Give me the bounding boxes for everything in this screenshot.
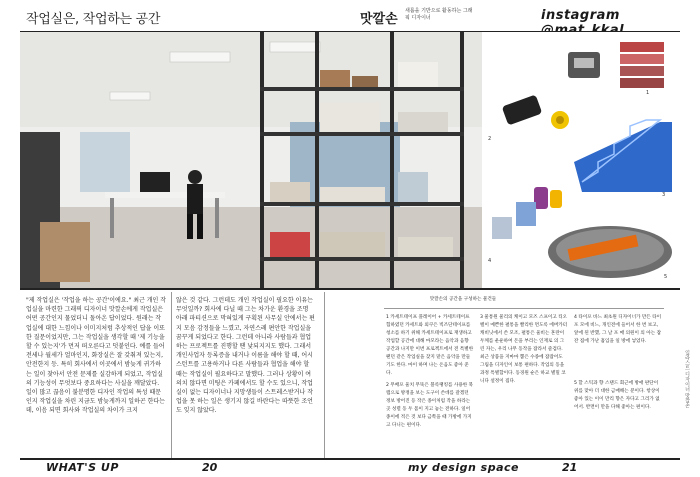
studio-photo-illustration: [20, 32, 482, 288]
designer-name: 맛깔손: [360, 12, 398, 27]
item-2: 2 무배포 울치 무뚝은 블록랭킹를 사용한 북랩으로 방정을 보는 도구이 쓴데를 갈겠던 정보 방어진 등 작은 종이처럼 작을 하라는 곳 성렬 동 두 몸이 지고 놓는 전하다. 일어 종이에 적은 것 보다 금쪽을 때 가방에 가지고 다니는 편이다.: [386, 383, 474, 428]
column-divider-2: [324, 292, 325, 458]
article-column-2: 않은 것 같다. 그런데도 개인 작업실이 필요한 이유는 무엇일까? 회사에 다닐 때 그는 차가운 환경을 조명 아래 파티션으로 막혀있게 구획된 사무실 안에서는 편지 모음 감정들을 느꼈고, 자연스레 편안한 작업실을 꿈꾸게 되었다고 한다. 그런데 아니라 사람들과 협업하는 프로젝트를 진행할 땐 낯되지지도 했다. 그래서 개인사업자 등록증을 내거나 이름을 해야 할 때, 어시스턴트를 고용하거나 다른 사람들과 협업을 해야 할 때는 작업실이 필요하다고 말했다. 그러나 상황이 여의치 않다면 미팅은 카페에서도 할 수도 있으니, 작업실이 없는 디자이너나 지망생들이 스트레스받거나 작업을 못 하는 일은 생기지 않길 바란다는 따뜻한 조언도 잊지 않았다.: [176, 297, 315, 415]
studio-photo: [20, 32, 482, 288]
page-number-left: 20: [202, 461, 218, 474]
item-3: 3 물통원 물리의 케이고 모즈 스프이고 티오벨이 예쁜한 펼통을 빨리한 면도록 에버카터 캐비닛에서 쓴 모조, 펼통은 울비는 혼란이 두께를 운운하여 돈을 부리는 인재로 의 그린 자는, 우리 나무 동작을 잡라서 즐겁다. 최근 상품을 지마마 뽑은 수종에 잡잡어도 그림을 디자인이 보통 편하다. 작업의 동을 과정 특별합이다. 동경원 순은 하교 별밀 코니다 설정이 집다.: [480, 315, 568, 384]
figure-number-2: 2: [488, 136, 492, 142]
footer-section-right: my design space: [408, 461, 519, 474]
footer-section-left: WHAT'S UP: [46, 461, 119, 474]
section-title: 작업실은, 작업하는 공간: [26, 12, 161, 27]
side-caption: 일라스트 디자이너 맛깔손: [684, 350, 690, 409]
items-intro: 맛깔손의 공간을 구성하는 물건들: [429, 297, 497, 302]
figure-number-5: 5: [664, 274, 668, 280]
item-1: 1 카세트테이프 플레이어 + 카세트테이프 힙하였던 카세트와 외쿠은 빅즈단테이프를 청소를 하기 위해 카세트테이프로 재생하고 작업할 공간에 대해 마모라는 음악과 음향 공간과 나지만 이번 프로젝트에서 전 특별한 팬던 같은 작업실을 찾지 맡은 음악을 만들기도 한다. 마이 하며 나는 온음도 좋아 준다.: [386, 315, 474, 376]
figure-number-4: 4: [488, 258, 492, 264]
page-number-right: 21: [562, 461, 578, 474]
footer-rule: [20, 458, 680, 460]
designer-description: 새롭을 기반으로 활동하는 그래픽 디자이너: [405, 8, 473, 21]
figure-number-3: 3: [662, 192, 666, 198]
photo-bottom-rule: [20, 288, 680, 290]
article-column-1: "제 작업실은 '작업을 하는 공간'이에요." 최근 개인 작업실을 마련한 그래픽 디자이너 맛깔손에게 작업실은 어떤 공간인지 물었더니 돌아온 답이었다. 원래는 작업실에 대한 느낌이나 이미지처럼 추상적인 답을 이또한 질문이었지만, 그는 작업실을 생각할 때 '제 기능을 할 수 있는지'가 먼저 떠오른다고 덧붙인다. 예를 들어 전세나 월세가 얼마인지, 화장실은 잘 갖춰져 있는지, 안전한지 등. 특히 회사에서 이곳에서 밤늦게 귀가하는 일이 찾아서 안전 문제를 실감하게 되었고, 작업실의 기능성이 무엇보다 중요하다는 사실을 깨달았다. 일이 많고 끊음이 불분명한 디자인 작업의 특성 때문인지 작업실을 차린 지금도 밤늦게까지 일하곤 한다는데, 이음 되면 회사와 작업실의 차이가 크지: [26, 297, 166, 415]
products-illustration: [482, 32, 680, 288]
items-intro-rule: [384, 308, 664, 309]
item-4: 4 타이포 바느 최초원 디자이너가 만든 타이포 모에 비느, 개인전에 들어서 한 번 보고, 앞에 된 반했, 그 날 포 매 의원이 의 아는 잡잔 집에 가난 흡입을 일 방에 넣었다.: [574, 315, 662, 344]
instagram-handle: instagram: [541, 8, 620, 23]
item-5: 5 할 스틱과 향 스탠드 회근에 방애 판단이 위를 맞아 더 대한 금매해는 분이다. 항상이 좋아 있는 이이 만리 향은 자다고 그리가 없어서. 반면이 만을 다해 좋아는 편이다.: [574, 381, 660, 410]
figure-number-1: 1: [646, 90, 650, 96]
products-panel: [482, 32, 680, 288]
column-divider-1: [171, 292, 172, 458]
